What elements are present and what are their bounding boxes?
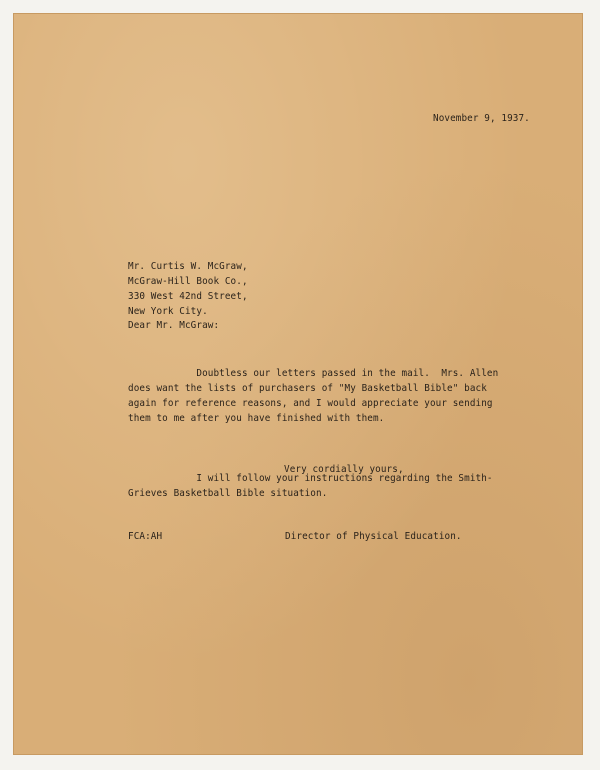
body-line: Doubtless our letters passed in the mail. Mrs. Allen (128, 368, 499, 379)
body-line: does want the lists of purchasers of "My Basketball Bible" back (128, 383, 487, 394)
recipient-line: 330 West 42nd Street, (128, 291, 248, 302)
body-line: again for reference reasons, and I would appreciate your sending (128, 398, 493, 409)
recipient-address (128, 259, 248, 319)
letter-body (128, 336, 498, 531)
body-line: I will follow your instructions regarding the Smith- (128, 473, 493, 484)
salutation: Dear Mr. McGraw: (128, 320, 220, 331)
body-line: them to me after you have finished with them. (128, 413, 385, 424)
recipient-line: New York City. (128, 306, 208, 317)
recipient-line: McGraw-Hill Book Co., (128, 276, 248, 287)
body-paragraph-1 (128, 366, 498, 426)
body-line: Grieves Basketball Bible situation. (128, 488, 328, 499)
signer-title: Director of Physical Education. (285, 531, 462, 542)
reference-initials: FCA:AH (128, 531, 163, 542)
recipient-line: Mr. Curtis W. McGraw, (128, 261, 248, 272)
letter-paper (13, 13, 583, 755)
complimentary-close: Very cordially yours, (284, 464, 404, 475)
letter-date: November 9, 1937. (433, 113, 530, 124)
